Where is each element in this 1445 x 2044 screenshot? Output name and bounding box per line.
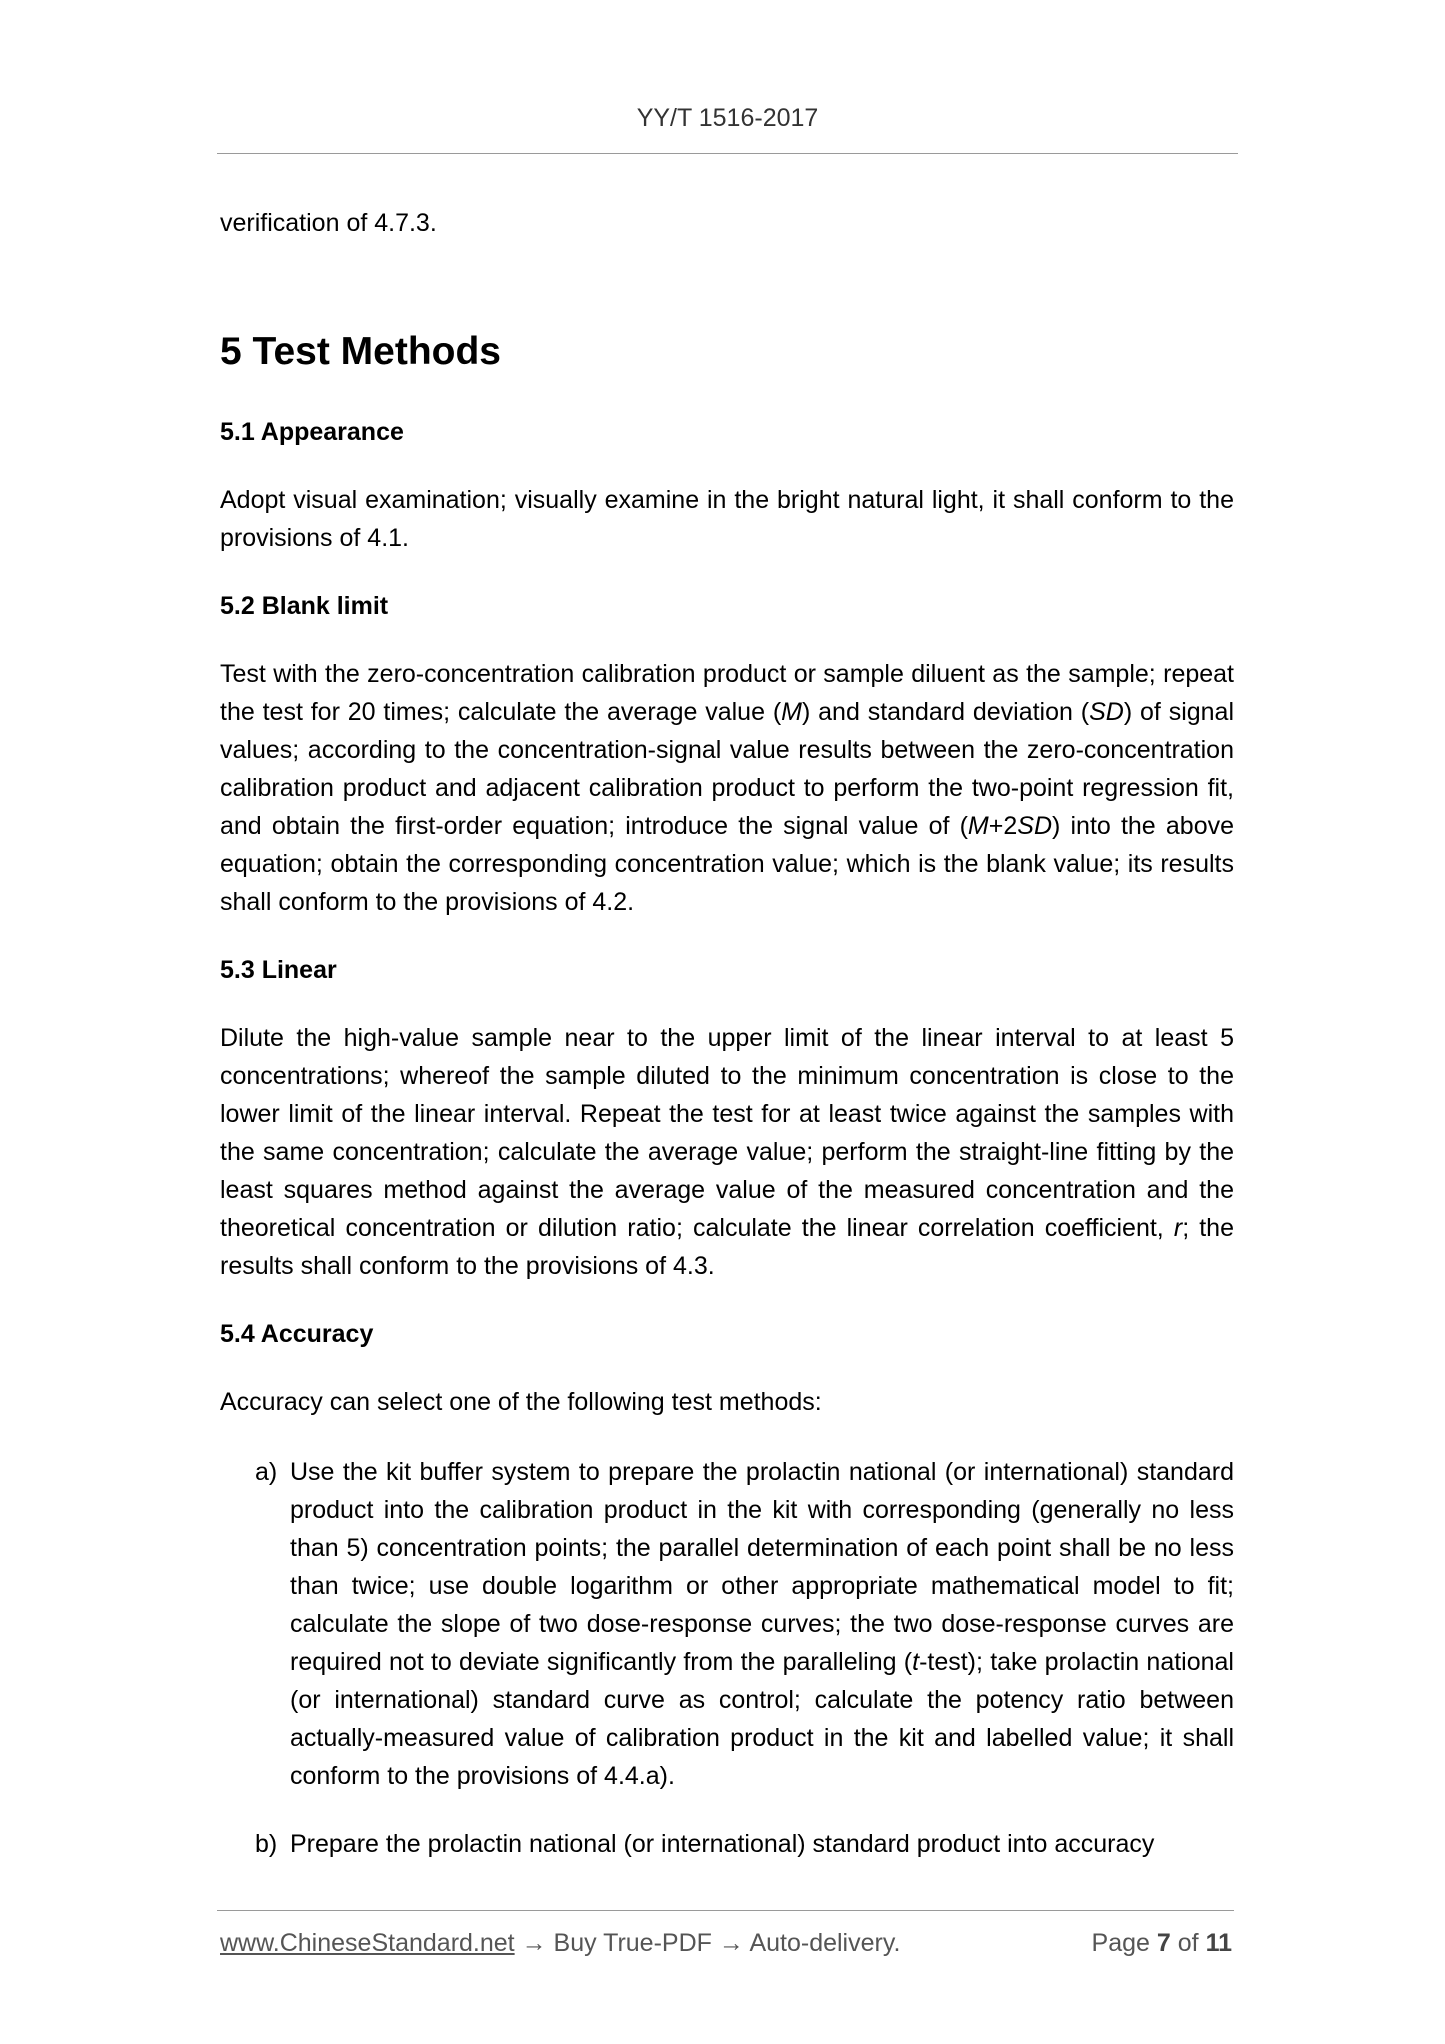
page-body — [220, 204, 1234, 1863]
section-5-4-intro: Accuracy can select one of the following test methods: — [220, 1388, 822, 1416]
section-5-2-heading: 5.2 Blank limit — [220, 592, 389, 620]
section-5-title: 5 Test Methods — [220, 330, 501, 373]
list-item-a: a) Use the kit buffer system to prepare the prolactin national (or international) standard product into the calibration product in the kit with corresponding (generally no less than 5) concentration points; the parallel determination of each point shall be no less than twice; use double logarithm or other appropriate mathematical model to fit; calculate the slope of two dose-response curves; the two dose-response curves are required not to deviate significantly from the paralleling (t-test); take prolactin national (or international) standard curve as control; calculate the potency ratio between actually-measured value of calibration product in the kit and labelled value; it shall conform to the provisions of 4.4.a). — [220, 1453, 1234, 1795]
section-5-3-heading: 5.3 Linear — [220, 956, 337, 984]
page-number: Page 7 of 11 — [1091, 1929, 1232, 1957]
section-5-1-text: Adopt visual examination; visually examine in the bright natural light, it shall conform to the provisions of 4.1. — [220, 486, 1234, 552]
list-item-b-label: b) — [255, 1830, 278, 1858]
section-5-1-heading: 5.1 Appearance — [220, 418, 404, 446]
continuation-text: verification of 4.7.3. — [220, 209, 437, 237]
header-divider — [217, 153, 1238, 154]
arrow-right-icon: → — [718, 1929, 744, 1957]
website-link[interactable]: www.ChineseStandard.net — [220, 1929, 515, 1957]
document-code-header: YY/T 1516-2017 — [636, 104, 819, 132]
page-footer — [220, 1929, 1232, 1958]
buy-text: Buy True-PDF — [553, 1929, 712, 1957]
delivery-text: Auto-delivery. — [749, 1929, 901, 1957]
list-item-b: b) Prepare the prolactin national (or international) standard product into accuracy — [220, 1825, 1234, 1863]
section-5-2-text: Test with the zero-concentration calibration product or sample diluent as the sample; repeat the test for 20 times; calculate the average value (M) and standard deviation (SD) of signal values; according to the concentration-signal value results between the zero-concentration calibration product and adjacent calibration product to perform the two-point regression fit, and obtain the first-order equation; introduce the signal value of (M+2SD) into the above equation; obtain the corresponding concentration value; which is the blank value; its results shall conform to the provisions of 4.2. — [220, 660, 1235, 916]
arrow-right-icon: → — [521, 1929, 547, 1957]
list-item-a-label: a) — [255, 1458, 278, 1486]
section-5-4-heading: 5.4 Accuracy — [220, 1320, 374, 1348]
section-5-3-text: Dilute the high-value sample near to the upper limit of the linear interval to at least 5 concentrations; whereof the sample diluted to the minimum concentration is close to the lower limit of the linear interval. Repeat the test for at least twice against the samples with the same concentration; calculate the average value; perform the straight-line fitting by the least squares method against the average value of the measured concentration and the theoretical concentration or dilution ratio; calculate the linear correlation coefficient, r; the results shall conform to the provisions of 4.3. — [220, 1024, 1234, 1280]
footer-divider — [217, 1910, 1234, 1911]
